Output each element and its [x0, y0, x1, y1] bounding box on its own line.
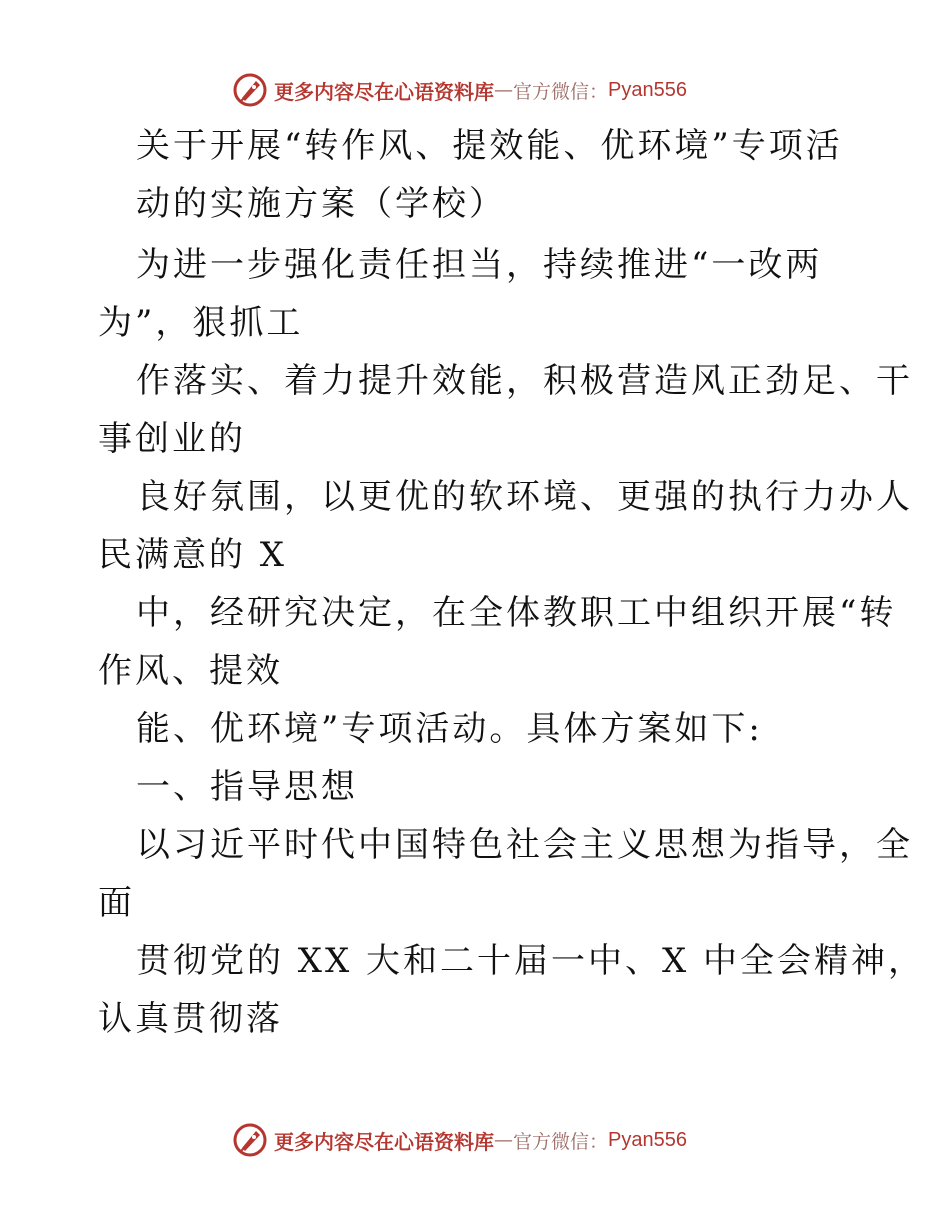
watermark-separator: — [494, 79, 513, 101]
watermark-wechat-id: Pyan556 [608, 1128, 687, 1151]
paragraph-line: 认真贯彻落 [98, 999, 283, 1039]
paragraph-line: 面 [98, 883, 135, 923]
paragraph-line: 中，经研究决定，在全体教职工中组织开展“转 [136, 593, 897, 633]
watermark-separator: — [494, 1129, 513, 1151]
paragraph-line: 民满意的 X [98, 535, 288, 575]
header-watermark [232, 70, 687, 110]
pen-nib-circle-icon [232, 72, 268, 108]
watermark-brand-text: 更多内容尽在心语资料库 [274, 1129, 494, 1154]
pen-nib-circle-icon [232, 1122, 268, 1158]
watermark-wechat-id: Pyan556 [608, 78, 687, 101]
paragraph-line: 良好氛围，以更优的软环境、更强的执行力办人 [136, 477, 913, 517]
paragraph-line: 作风、提效 [98, 651, 283, 691]
paragraph-line: 贯彻党的 XX 大和二十届一中、X 中全会精神， [136, 941, 926, 981]
paragraph-line: 以习近平时代中国特色社会主义思想为指导，全 [136, 825, 913, 865]
watermark-wechat-label: 官方微信： [513, 80, 609, 103]
paragraph-line: 为进一步强化责任担当，持续推进“一改两 [136, 245, 823, 285]
paragraph-line: 作落实、着力提升效能，积极营造风正劲足、干 [136, 361, 913, 401]
paragraph-line: 为”，狠抓工 [98, 303, 304, 343]
paragraph-line: 事创业的 [98, 419, 246, 459]
watermark-wechat-label: 官方微信： [513, 1130, 609, 1153]
watermark-brand-text: 更多内容尽在心语资料库 [274, 79, 494, 104]
document-title-line-2: 动的实施方案（学校） [136, 184, 506, 224]
footer-watermark [232, 1120, 687, 1160]
document-title-line-1: 关于开展“转作风、提效能、优环境”专项活 [136, 126, 843, 166]
section-heading: 一、指导思想 [136, 767, 358, 807]
paragraph-line: 能、优环境”专项活动。具体方案如下: [136, 709, 763, 749]
